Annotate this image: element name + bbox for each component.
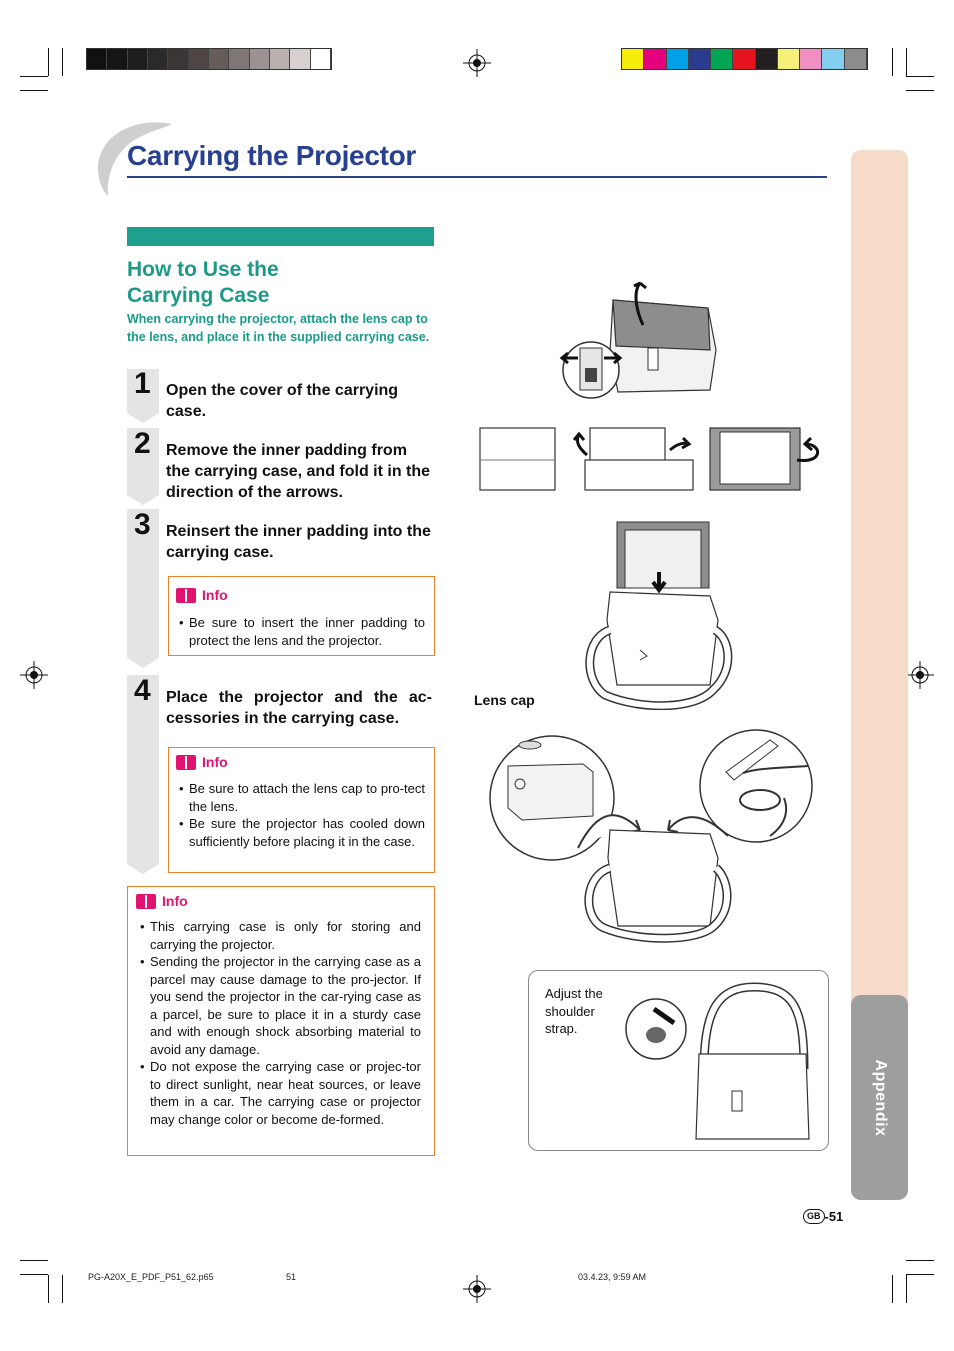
section-intro: When carrying the projector, attach the lens cap to the lens, and place it in the supplied carrying case. (127, 312, 430, 344)
crop-mark (906, 90, 934, 91)
crop-mark (20, 1260, 48, 1261)
strap-adjustment-panel (528, 970, 829, 1151)
info-list (140, 918, 421, 1128)
color-swatch (229, 49, 249, 69)
registration-mark (463, 1275, 491, 1303)
color-swatch (845, 49, 867, 69)
step-text: Remove the inner padding from the carrying case, and fold it in the direction of the arrows. (166, 442, 431, 501)
crop-mark (62, 1275, 63, 1303)
info-heading: Info (176, 754, 228, 770)
info-list (179, 614, 425, 649)
color-swatch (209, 49, 229, 69)
registration-mark (906, 661, 934, 689)
color-bar (621, 48, 868, 70)
color-swatch (107, 49, 127, 69)
crop-mark (20, 76, 48, 77)
lens-cap-label: Lens cap (474, 692, 535, 708)
crop-mark (48, 48, 49, 76)
crop-mark (892, 48, 893, 76)
info-item: • Be sure to attach the lens cap to pro-tect the lens. (179, 780, 425, 815)
step-number: 3 (134, 508, 151, 541)
info-item: • Do not expose the carrying case or projec-tor to direct sunlight, near heat sources, or leave them in a car. The carrying case or projector may change color or become de-formed. (140, 1058, 421, 1128)
crop-mark (906, 1275, 907, 1303)
crop-mark (906, 48, 907, 76)
color-swatch (311, 49, 331, 69)
color-swatch (822, 49, 844, 69)
color-swatch (711, 49, 733, 69)
color-swatch (733, 49, 755, 69)
crop-mark (62, 48, 63, 76)
color-swatch (128, 49, 148, 69)
info-item: • Be sure the projector has cooled down sufficiently before placing it in the case. (179, 815, 425, 850)
step-number: 4 (134, 674, 151, 707)
crop-mark (906, 1260, 934, 1261)
pack-accessories-illustration (488, 728, 828, 948)
color-swatch (290, 49, 310, 69)
color-swatch (756, 49, 778, 69)
footer-timestamp: 03.4.23, 9:59 AM (578, 1272, 647, 1282)
book-icon (176, 588, 196, 603)
footer-page: 51 (286, 1272, 297, 1282)
color-swatch (778, 49, 800, 69)
color-swatch (622, 49, 644, 69)
crop-mark (906, 1274, 934, 1275)
info-heading: Info (176, 587, 228, 603)
title-rule (127, 176, 827, 178)
registration-mark (20, 661, 48, 689)
info-item: • This carrying case is only for storing and carrying the projector. (140, 918, 421, 953)
info-box (127, 886, 435, 1156)
color-swatch (250, 49, 270, 69)
color-swatch (168, 49, 188, 69)
color-swatch (148, 49, 168, 69)
crop-mark (906, 76, 934, 77)
step-number: 2 (134, 427, 151, 460)
color-swatch (189, 49, 209, 69)
grayscale-bar (86, 48, 332, 70)
info-item: • Sending the projector in the carrying case as a parcel may cause damage to the pro-jector. If you send the projector in the car-rying case as a parcel, be sure to place it in a sturdy case and with enough shock absorbing material to avoid any damage. (140, 953, 421, 1058)
color-swatch (87, 49, 107, 69)
crop-mark (20, 1274, 48, 1275)
fold-padding-illustration (475, 420, 830, 495)
section-heading: How to Use the Carrying Case (127, 258, 279, 307)
info-box (168, 747, 435, 873)
color-swatch (667, 49, 689, 69)
side-tab-label: Appendix (871, 1059, 889, 1136)
color-swatch (800, 49, 822, 69)
color-swatch (644, 49, 666, 69)
info-box (168, 576, 435, 656)
info-list (179, 780, 425, 850)
crop-mark (20, 90, 48, 91)
page-title: Carrying the Projector (127, 140, 417, 171)
crop-mark (892, 1275, 893, 1303)
color-swatch (689, 49, 711, 69)
step-text: Reinsert the inner padding into the carrying case. (166, 523, 431, 561)
reinsert-padding-illustration (585, 520, 735, 710)
crop-mark (48, 1275, 49, 1303)
open-case-illustration (558, 280, 728, 405)
page-number: GB -51 (803, 1209, 843, 1224)
shoulder-bag-illustration (624, 979, 824, 1144)
region-badge: GB (803, 1209, 825, 1224)
step-number: 1 (134, 367, 151, 400)
book-icon (136, 894, 156, 909)
footer-file: PG-A20X_E_PDF_P51_62.p65 (88, 1272, 214, 1282)
color-swatch (270, 49, 290, 69)
info-heading: Info (136, 893, 188, 909)
registration-mark (463, 49, 491, 77)
step-text: Open the cover of the carrying case. (166, 382, 399, 420)
step-text: Place the projector and the ac-cessories in the carrying case. (166, 689, 432, 727)
strap-caption: Adjust the shoulder strap. (545, 986, 603, 1036)
section-bar (127, 227, 434, 246)
book-icon (176, 755, 196, 770)
info-item: • Be sure to insert the inner padding to protect the lens and the projector. (179, 614, 425, 649)
